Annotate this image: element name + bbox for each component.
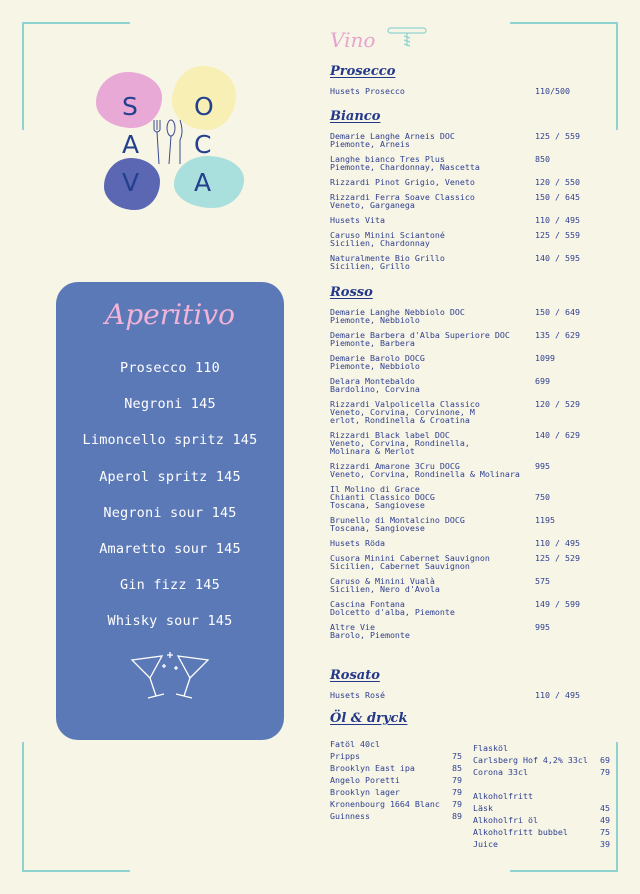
wine-row: [330, 354, 620, 377]
wine-row: [330, 231, 620, 254]
wine-row: [330, 400, 620, 431]
drink-row: [473, 814, 610, 826]
wine-name: Demarie Langhe Nebbiolo DOC Piemonte, Nebbiolo: [330, 307, 465, 325]
wine-row: [330, 87, 620, 95]
drink-name: Kronenbourg 1664 Blanc: [330, 799, 440, 809]
flaskol-list: [473, 742, 610, 850]
drink-price: 49: [600, 815, 610, 825]
drink-name: Alkoholfritt bubbel: [473, 827, 568, 837]
wine-name: Husets Prosecco: [330, 86, 405, 96]
drink-price: 45: [600, 803, 610, 813]
wine-row: [330, 193, 620, 216]
wine-name: Rizzardi Pinot Grigio, Veneto: [330, 177, 475, 187]
section-title-rosato: Rosato: [330, 668, 380, 683]
wine-price: 125 / 559: [535, 131, 580, 141]
drink-row: [330, 762, 462, 774]
corner-frame-bottom-left: [22, 742, 130, 872]
aperitivo-item: Limoncello spritz 145: [82, 432, 258, 449]
logo-letter: O: [194, 92, 214, 121]
wine-price: 140 / 595: [535, 253, 580, 263]
drink-name: Angelo Poretti: [330, 775, 400, 785]
drink-name: Guinness: [330, 811, 370, 821]
drink-row: [473, 766, 610, 778]
wine-price: 110 / 495: [535, 215, 580, 225]
drink-name: Brooklyn lager: [330, 787, 400, 797]
cocktail-glasses-icon: [130, 650, 210, 710]
drink-name: Juice: [473, 839, 498, 849]
wine-price: 1195: [535, 515, 555, 525]
wine-name: Rizzardi Ferra Soave Classico Veneto, Garganega: [330, 192, 475, 210]
aperitivo-title: Aperitivo: [105, 298, 235, 331]
wine-row: [330, 462, 620, 485]
logo-letter: V: [122, 168, 140, 197]
wine-name: Il Molino di Grace Chianti Classico DOCG Toscana, Sangiovese: [330, 484, 435, 510]
wine-row: [330, 308, 620, 331]
wine-row: [330, 623, 620, 646]
aperitivo-item: Whisky sour 145: [107, 613, 233, 630]
wine-price: 995: [535, 622, 550, 632]
logo-letter: C: [194, 130, 212, 159]
wine-price: 995: [535, 461, 550, 471]
drink-row: [330, 774, 462, 786]
wine-name: Husets Rosé: [330, 690, 385, 700]
drink-row: [473, 838, 610, 850]
drink-price: 79: [452, 775, 462, 785]
aperitivo-item: Aperol spritz 145: [99, 468, 241, 485]
flaskol-title: [473, 742, 610, 754]
wine-menu: [330, 28, 620, 726]
prosecco-list: [330, 87, 620, 95]
aperitivo-item: Negroni sour 145: [103, 504, 237, 521]
aperitivo-panel: [56, 282, 284, 740]
fatol-list: [330, 738, 462, 822]
section-title-bianco: Bianco: [330, 109, 381, 124]
wine-row: [330, 331, 620, 354]
wine-price: 750: [535, 492, 550, 502]
wine-name: Delara Montebaldo Bardolino, Corvina: [330, 376, 420, 394]
bianco-list: [330, 132, 620, 277]
logo-letter: S: [122, 92, 138, 121]
wine-name: Demarie Barbera d'Alba Superiore DOC Piemonte, Barbera: [330, 330, 510, 348]
wine-price: 135 / 629: [535, 330, 580, 340]
vino-title: Vino: [330, 28, 376, 52]
section-title-rosso: Rosso: [330, 285, 373, 300]
drink-row: [473, 754, 610, 766]
drink-row: [473, 802, 610, 814]
wine-row: [330, 691, 620, 699]
wine-row: [330, 600, 620, 623]
wine-name: Rizzardi Valpolicella Classico Veneto, Corvina, Corvinone, M erlot, Rondinella & Croatina: [330, 399, 480, 425]
drink-row: [330, 810, 462, 822]
wine-row: [330, 577, 620, 600]
drink-price: 39: [600, 839, 610, 849]
wine-price: 575: [535, 576, 550, 586]
wine-price: 1099: [535, 353, 555, 363]
wine-price: 125 / 529: [535, 553, 580, 563]
wine-name: Brunello di Montalcino DOCG Toscana, Sangiovese: [330, 515, 465, 533]
drink-price: 75: [600, 827, 610, 837]
rosso-list: [330, 308, 620, 646]
rosato-list: [330, 691, 620, 699]
drink-name: Brooklyn East ipa: [330, 763, 415, 773]
wine-row: [330, 132, 620, 155]
cutlery-icon: [148, 116, 188, 168]
drink-row: [330, 786, 462, 798]
drink-price: 69: [600, 755, 610, 765]
wine-name: Cusora Minini Cabernet Sauvignon Sicilien, Cabernet Sauvignon: [330, 553, 490, 571]
aperitivo-item: Prosecco 110: [120, 360, 220, 376]
wine-row: [330, 254, 620, 277]
wine-row: [330, 377, 620, 400]
wine-name: Rizzardi Amarone 3Cru DOCG Veneto, Corvina, Rondinella & Molinara: [330, 461, 520, 479]
wine-price: 110 / 495: [535, 538, 580, 548]
drink-name: Alkoholfri öl: [473, 815, 538, 825]
drink-price: 89: [452, 811, 462, 821]
alkoholfritt-title: [473, 790, 610, 802]
drink-row: [330, 750, 462, 762]
wine-price: 110/500: [535, 86, 570, 96]
wine-name: Langhe bianco Tres Plus Piemonte, Chardonnay, Nascetta: [330, 154, 480, 172]
aperitivo-list: [56, 350, 284, 640]
wine-row: [330, 485, 620, 516]
corkscrew-icon: [386, 26, 430, 48]
drink-price: 75: [452, 751, 462, 761]
drink-row: [473, 826, 610, 838]
logo-letter: A: [122, 130, 140, 159]
wine-row: [330, 216, 620, 231]
wine-price: 150 / 645: [535, 192, 580, 202]
alkoholfritt-heading: Alkoholfritt: [473, 791, 533, 801]
wine-price: 110 / 495: [535, 690, 580, 700]
wine-name: Demarie Langhe Arneis DOC Piemonte, Arneis: [330, 131, 455, 149]
wine-name: Caruso & Minini Vualà Sicilien, Nero d'Avola: [330, 576, 440, 594]
spacer: [473, 778, 610, 790]
drink-price: 79: [452, 787, 462, 797]
logo: [90, 62, 250, 220]
wine-name: Husets Vita: [330, 215, 385, 225]
wine-row: [330, 516, 620, 539]
wine-row: [330, 539, 620, 554]
drink-row: [330, 798, 462, 810]
drink-name: Läsk: [473, 803, 493, 813]
wine-price: 120 / 550: [535, 177, 580, 187]
wine-name: Cascina Fontana Dolcetto d'alba, Piemonte: [330, 599, 455, 617]
drink-price: 85: [452, 763, 462, 773]
aperitivo-item: Gin fizz 145: [120, 577, 220, 594]
drink-price: 79: [452, 799, 462, 809]
wine-name: Altre Vie Barolo, Piemonte: [330, 622, 410, 640]
wine-row: [330, 431, 620, 462]
section-title-ol: Öl & dryck: [330, 711, 408, 726]
wine-price: 850: [535, 154, 550, 164]
wine-name: Rizzardi Black label DOC Veneto, Corvina, Rondinella, Molinara & Merlot: [330, 430, 470, 456]
drink-name: Corona 33cl: [473, 767, 528, 777]
wine-price: 120 / 529: [535, 399, 580, 409]
wine-row: [330, 554, 620, 577]
wine-row: [330, 178, 620, 193]
flaskol-heading: Flasköl: [473, 743, 508, 753]
wine-name: Demarie Barolo DOCG Piemonte, Nebbiolo: [330, 353, 425, 371]
wine-name: Naturalmente Bio Grillo Sicilien, Grillo: [330, 253, 445, 271]
drink-name: Carlsberg Hof 4,2% 33cl: [473, 755, 588, 765]
aperitivo-item: Amaretto sour 145: [99, 540, 241, 557]
wine-price: 150 / 649: [535, 307, 580, 317]
logo-letter: A: [194, 168, 212, 197]
wine-row: [330, 155, 620, 178]
wine-price: 149 / 599: [535, 599, 580, 609]
wine-price: 699: [535, 376, 550, 386]
drink-price: 79: [600, 767, 610, 777]
aperitivo-item: Negroni 145: [124, 396, 216, 413]
drink-name: Pripps: [330, 751, 360, 761]
wine-price: 125 / 559: [535, 230, 580, 240]
wine-name: Caruso Minini Sciantoné Sicilien, Chardonnay: [330, 230, 445, 248]
fatol-title: [330, 738, 462, 750]
fatol-heading: Fatöl 40cl: [330, 739, 380, 749]
wine-name: Husets Röda: [330, 538, 385, 548]
wine-price: 140 / 629: [535, 430, 580, 440]
section-title-prosecco: Prosecco: [330, 64, 396, 79]
